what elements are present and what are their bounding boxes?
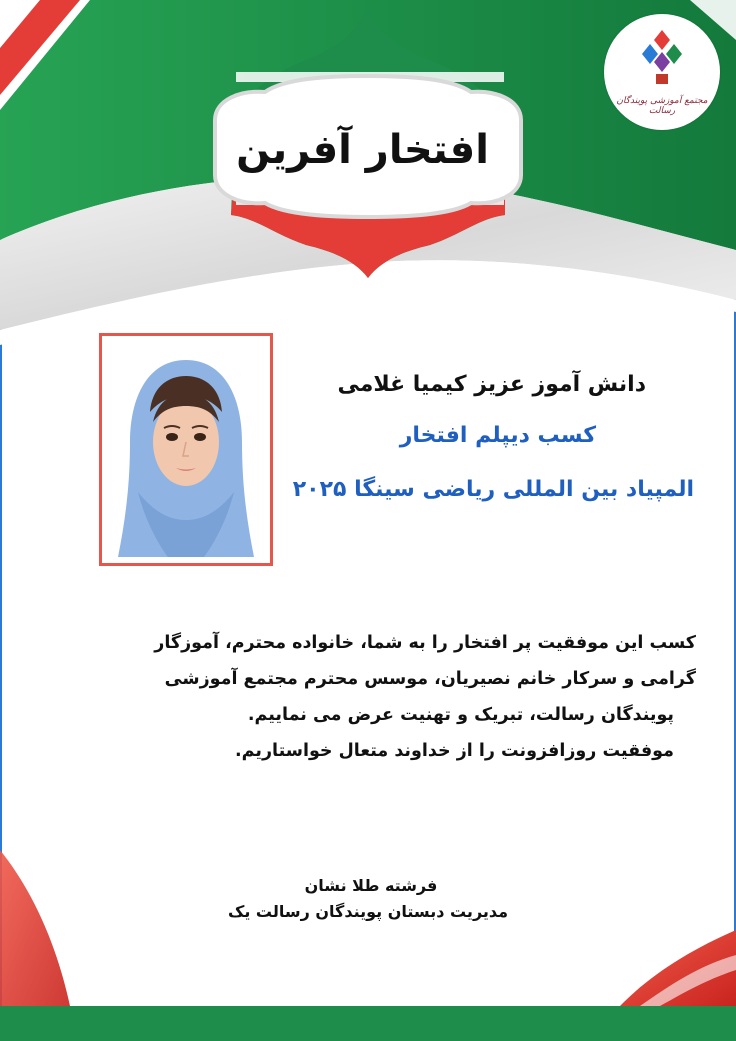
award-line: کسب دیپلم افتخار <box>399 423 596 448</box>
signer-role: مدیریت دبستان پویندگان رسالت یک <box>227 902 509 921</box>
school-logo <box>604 14 720 130</box>
message-line: کسب این موفقیت پر افتخار را به شما، خانواده محترم، آموزگار <box>154 633 696 653</box>
message-line: پویندگان رسالت، تبریک و تهنیت عرض می نماییم. <box>247 705 674 725</box>
congratulation-message <box>120 625 696 769</box>
student-portrait-image <box>108 342 264 557</box>
student-photo-frame <box>99 333 273 566</box>
message-line: گرامی و سرکار خانم نصیریان، موسس محترم مجتمع آموزشی <box>164 669 696 689</box>
certificate-title: افتخار آفرین <box>236 127 489 173</box>
signer-name: فرشته طلا نشان <box>304 876 438 895</box>
student-photo <box>108 342 264 557</box>
school-logo-caption: مجتمع آموزشی پویندگان رسالت <box>616 96 708 116</box>
student-name-line: دانش آموز عزیز کیمیا غلامی <box>337 372 646 397</box>
message-line: موفقیت روزافزونت را از خداوند متعال خواستاریم. <box>235 741 674 761</box>
competition-line: المپیاد بین المللی ریاضی سینگا ۲۰۲۵ <box>292 477 694 502</box>
